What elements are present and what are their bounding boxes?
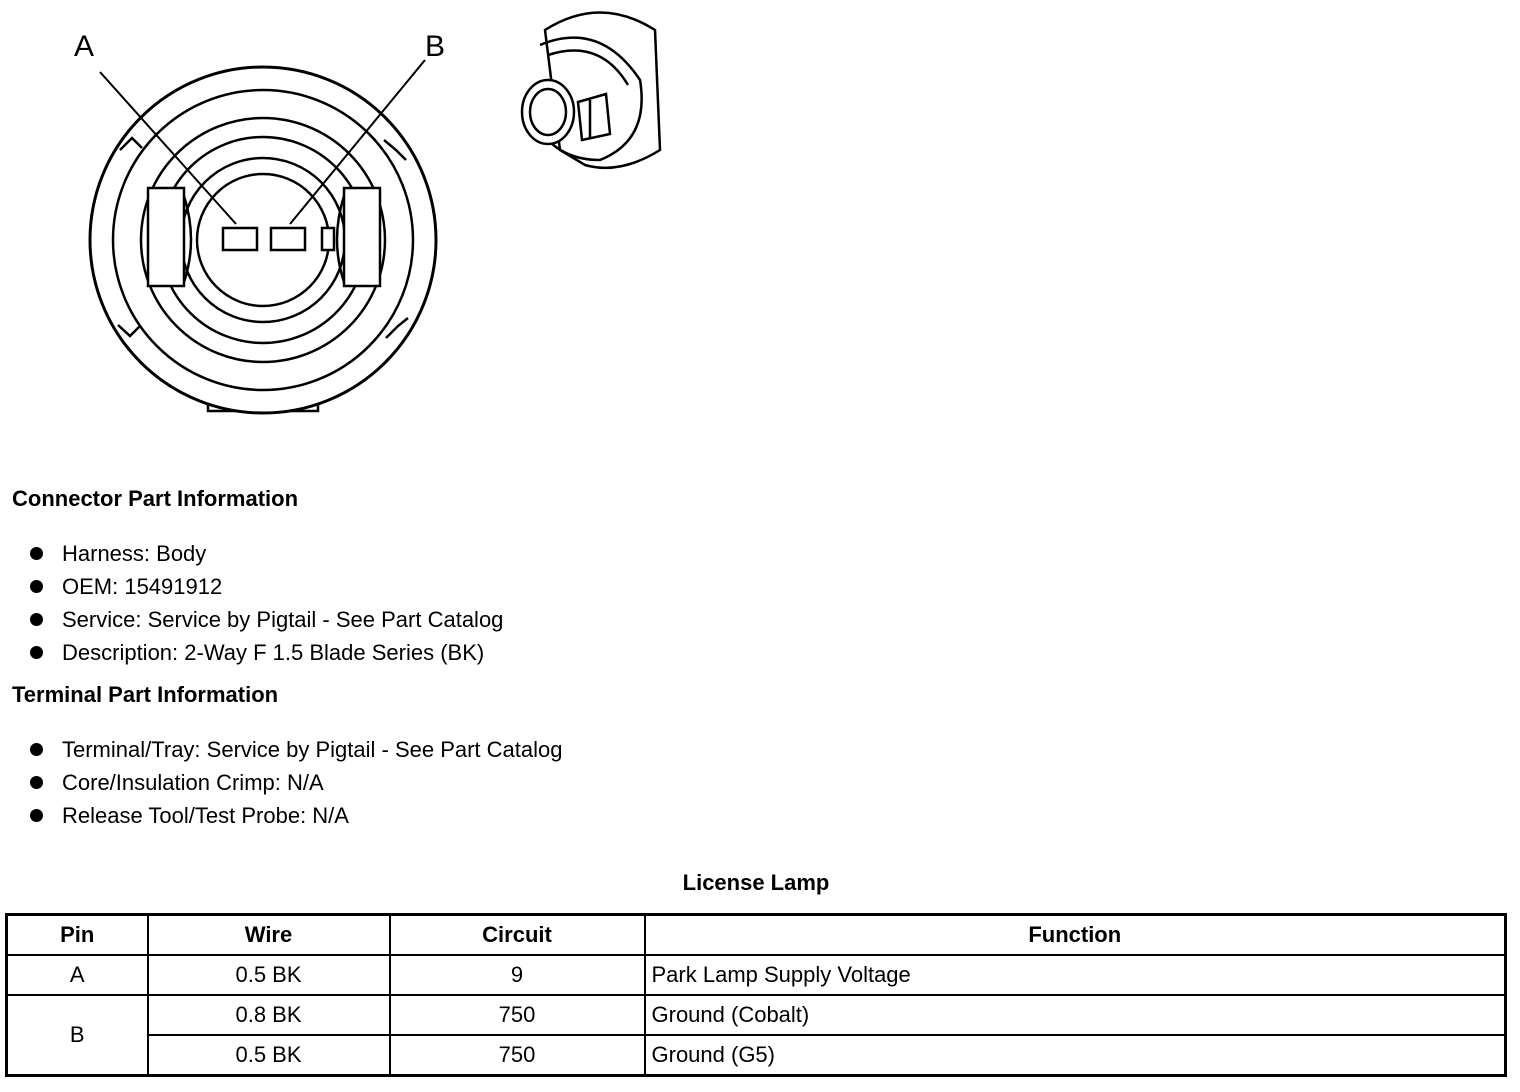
- table-row: [7, 995, 1506, 1035]
- pinout-table: [5, 913, 1507, 1077]
- list-item: Core/Insulation Crimp: N/A: [26, 766, 563, 799]
- bullet-icon: [30, 809, 43, 822]
- column-header-function: Function: [645, 915, 1506, 956]
- list-item: OEM: 15491912: [26, 570, 503, 603]
- function-cell: Ground (G5): [645, 1035, 1506, 1076]
- function-cell: Ground (Cobalt): [645, 995, 1506, 1035]
- list-item: Release Tool/Test Probe: N/A: [26, 799, 563, 832]
- connector-diagram: [0, 0, 700, 430]
- bullet-icon: [30, 547, 43, 560]
- table-header-row: [7, 915, 1506, 956]
- column-header-circuit: Circuit: [390, 915, 645, 956]
- terminal-cavity-a: [223, 228, 257, 250]
- bullet-icon: [30, 580, 43, 593]
- table-row: [7, 1035, 1506, 1076]
- connector-info-list: [26, 537, 503, 669]
- list-item: Service: Service by Pigtail - See Part Catalog: [26, 603, 503, 636]
- connector-face-view: [90, 60, 436, 413]
- connector-info-heading: Connector Part Information: [12, 486, 299, 511]
- list-item: Description: 2-Way F 1.5 Blade Series (BK): [26, 636, 503, 669]
- list-item: Harness: Body: [26, 537, 503, 570]
- connector-side-view: [522, 13, 660, 168]
- bullet-icon: [30, 646, 43, 659]
- list-item: Terminal/Tray: Service by Pigtail - See Part Catalog: [26, 733, 563, 766]
- circuit-cell: 750: [390, 995, 645, 1035]
- circuit-cell: 9: [390, 955, 645, 995]
- pin-cell: B: [7, 995, 148, 1076]
- column-header-wire: Wire: [148, 915, 390, 956]
- pin-label-b: B: [425, 30, 446, 63]
- table-row: [7, 955, 1506, 995]
- bullet-icon: [30, 613, 43, 626]
- terminal-cavity-b: [271, 228, 305, 250]
- circuit-cell: 750: [390, 1035, 645, 1076]
- wire-cell: 0.8 BK: [148, 995, 390, 1035]
- pin-label-a: A: [74, 30, 95, 63]
- function-cell: Park Lamp Supply Voltage: [645, 955, 1506, 995]
- column-header-pin: Pin: [7, 915, 148, 956]
- wire-cell: 0.5 BK: [148, 955, 390, 995]
- terminal-info-heading: Terminal Part Information: [12, 682, 279, 707]
- bullet-icon: [30, 776, 43, 789]
- table-title: License Lamp: [682, 870, 830, 895]
- pin-cell: A: [7, 955, 148, 995]
- wire-cell: 0.5 BK: [148, 1035, 390, 1076]
- bullet-icon: [30, 743, 43, 756]
- terminal-info-list: [26, 733, 563, 832]
